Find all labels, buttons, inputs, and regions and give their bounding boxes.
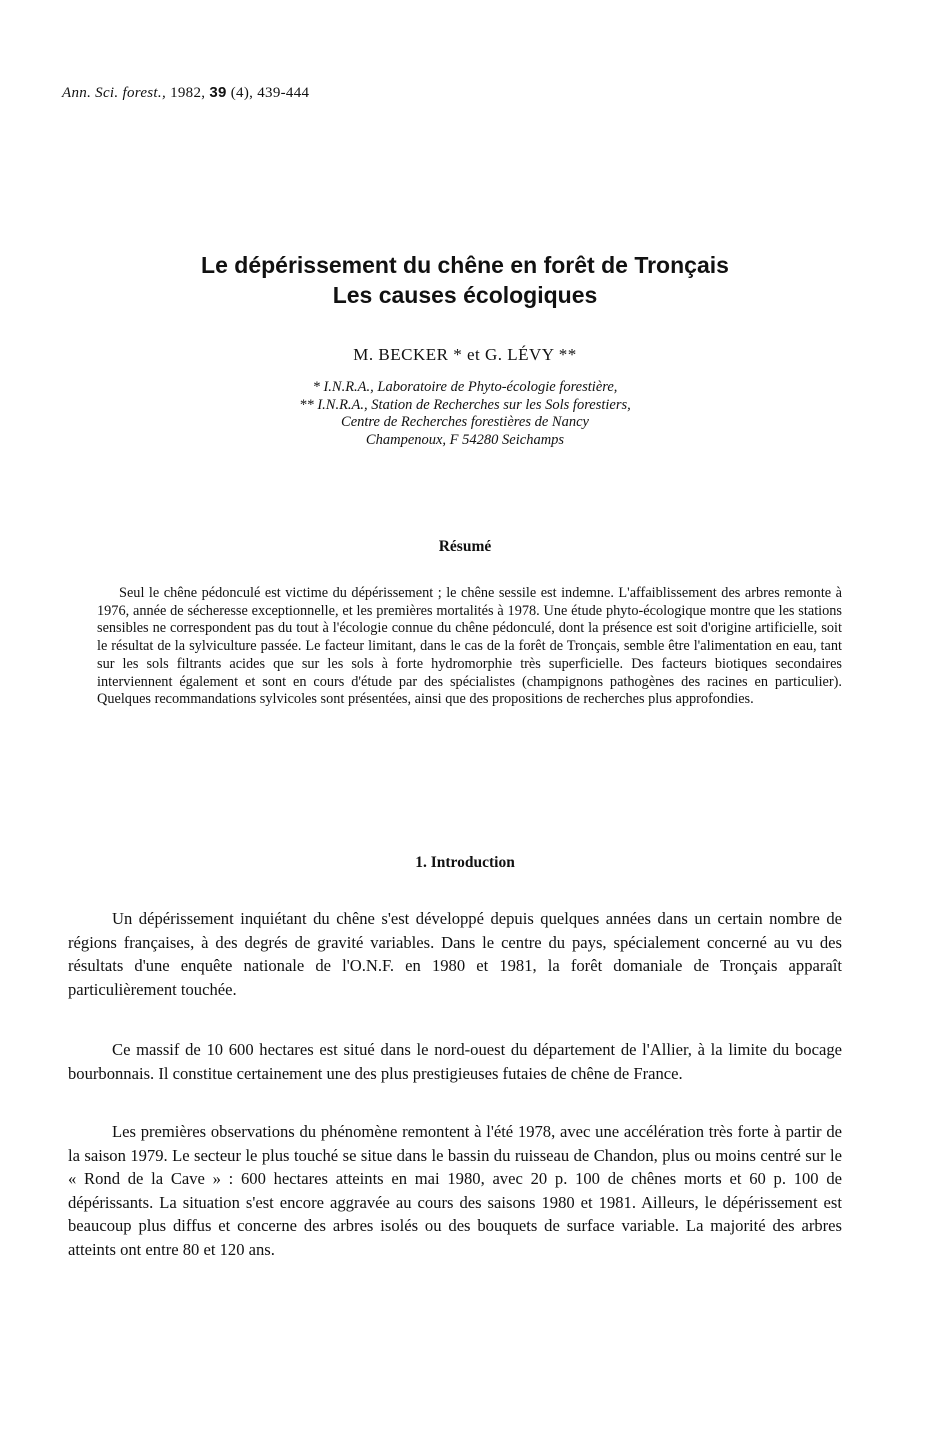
authors: M. BECKER * et G. LÉVY ** <box>353 345 577 364</box>
introduction-paragraph: Un dépérissement inquiétant du chêne s'est développé depuis quelques années dans un certain nombre de régions françaises, à des degrés de gravité variables. Dans le centre du pays, spécialement concerné au vu des résultats d'une enquête nationale de l'O.N.F. en 1980 et 1981, la forêt domaniale de Tronçais apparaît particulièrement touchée. <box>68 909 842 999</box>
journal-name: Ann. Sci. forest., <box>62 85 166 101</box>
title-line-1: Le dépérissement du chêne en forêt de Tronçais <box>201 252 729 278</box>
affiliations <box>0 379 930 449</box>
affiliation-line: Champenoux, F 54280 Seichamps <box>365 431 565 448</box>
resume-text: Seul le chêne pédonculé est victime du dépérissement ; le chêne sessile est indemne. L'affaiblissement des arbres remonte à 1976, année de sécheresse exceptionnelle, et les premières mortalités à 1978. Une étude phyto-écologique montre que les stations sensibles ne correspondent pas du tout à l'écologie connue du chêne pédonculé, dont la présence est soit d'origine artificielle, soit le résultat de la sylviculture passée. Le facteur limitant, dans le cas de la forêt de Tronçais, semble être l'alimentation en eau, tant sur les sols filtrants acides que sur les sols à forte hydromorphie très superficielle. Des facteurs biotiques secondaires interviennent également et sont en cours d'étude par des spécialistes (champignons pathogènes des racines en particulier). Quelques recommandations sylvicoles sont présentées, ainsi que des propositions de recherches plus approfondies. <box>97 585 842 708</box>
article-title <box>0 250 930 310</box>
journal-issue-pages: (4), 439-444 <box>230 85 310 101</box>
title-line-2: Les causes écologiques <box>332 282 598 308</box>
journal-year: 1982, <box>170 85 206 101</box>
journal-reference <box>62 84 309 102</box>
resume-heading: Résumé <box>438 538 492 555</box>
affiliation-line: ** I.N.R.A., Station de Recherches sur les Sols forestiers, <box>299 396 631 413</box>
introduction-paragraph: Ce massif de 10 600 hectares est situé dans le nord-ouest du département de l'Allier, à la limite du bocage bourbonnais. Il constitue certainement une des plus prestigieuses futaies de chêne de France. <box>68 1040 842 1083</box>
journal-volume: 39 <box>209 84 227 101</box>
affiliation-line: * I.N.R.A., Laboratoire de Phyto-écologie forestière, <box>312 379 618 395</box>
affiliation-line: Centre de Recherches forestières de Nancy <box>341 414 589 430</box>
introduction-paragraph: Les premières observations du phénomène remontent à l'été 1978, avec une accélération très forte à partir de la saison 1979. Le secteur le plus touché se situe dans le bassin du ruisseau de Chandon, plus ou moins centré sur le « Rond de la Cave » : 600 hectares atteints en mai 1980, avec 20 p. 100 de chênes morts et 60 p. 100 de dépérissants. La situation s'est encore aggravée au cours des saisons 1980 et 1981. Ailleurs, le dépérissement est beaucoup plus diffus et concerne des arbres isolés ou des bouquets de surface variable. La majorité des arbres atteints ont entre 80 et 120 ans. <box>68 1122 842 1259</box>
introduction-heading: 1. Introduction <box>415 854 515 871</box>
